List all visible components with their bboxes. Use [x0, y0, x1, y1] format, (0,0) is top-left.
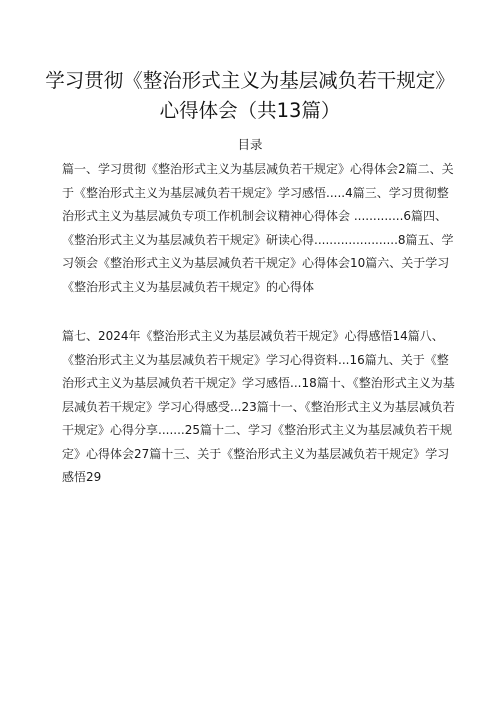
toc-heading: 目录 — [237, 137, 263, 152]
toc-entries-block-1: 篇一、学习贯彻《整治形式主义为基层减负若干规定》心得体会2篇二、关于《整治形式主义为基层减负若干规定》学习感悟.....4篇三、学习贯彻整治形式主义为基层减负专项工作机制会议精神心得体会 .............6篇四、《整治形式主义为基层减负若干规定》研读心得......................8篇五、学习领会《整治形式主义为基层减负若干规定》心得体会10篇六、关于学习《整治形式主义为基层减负若干规定》的心得体 — [62, 162, 454, 294]
toc-entries-block-2: 篇七、2024年《整治形式主义为基层减负若干规定》心得感悟14篇八、《整治形式主义为基层减负若干规定》学习心得资料...16篇九、关于《整治形式主义为基层减负若干规定》学习感悟...18篇十、《整治形式主义为基层减负若干规定》学习心得感受...23篇十一、《整治形式主义为基层减负若干规定》心得分享.......25篇十二、学习《整治形式主义为基层减负若干规定》心得体会27篇十三、关于《整治形式主义为基层减负若干规定》学习感悟29 — [62, 329, 455, 484]
document-title: 学习贯彻《整治形式主义为基层减负若干规定》心得体会（共13篇） — [45, 69, 455, 122]
